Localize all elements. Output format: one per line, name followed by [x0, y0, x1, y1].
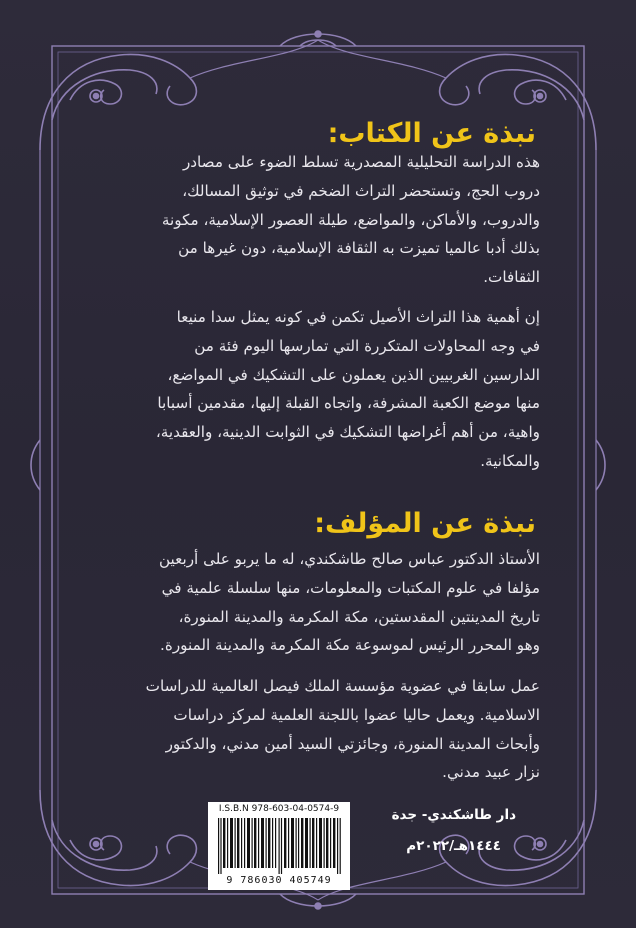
text-line: الاسلامية. ويعمل حاليا عضوا باللجنة العلمية لمركز دراسات: [173, 705, 540, 724]
publisher-name: دار طاشكندي- جدة: [391, 807, 516, 823]
isbn-barcode: [208, 802, 350, 890]
text-line: وأبحاث المدينة المنورة، وجائزتي السيد أمين مدني، والدكتور: [165, 734, 540, 753]
text-line: الأستاذ الدكتور عباس صالح طاشكندي، له ما يربو على أربعين: [159, 550, 540, 568]
text-line: والمكانية.: [480, 451, 540, 470]
isbn-digits: 9 786030 405749: [226, 875, 332, 886]
about-author-heading: نبذة عن المؤلف:: [314, 508, 536, 539]
text-line: في وجه المحاولات المتكررة التي تمارسها اليوم فئة من: [194, 336, 540, 355]
isbn-label: I.S.B.N 978-603-04-0574-9: [218, 804, 340, 814]
text-line: تاريخ المدينتين المقدستين، مكة المكرمة والمدينة المنورة،: [178, 607, 540, 626]
about-book-heading: نبذة عن الكتاب:: [327, 118, 536, 149]
about-book-paragraph-1: [96, 148, 540, 292]
text-line: واهية، من أهم أغراضها التشكيك في الثوابت الدينية، والعقدية،: [155, 423, 540, 442]
text-line: إن أهمية هذا التراث الأصيل تكمن في كونه يمثل سدا منيعا: [176, 308, 540, 326]
text-line: وهو المحرر الرئيس لموسوعة مكة المكرمة والمدينة المنورة.: [160, 636, 540, 655]
barcode-icon: [218, 818, 342, 874]
text-line: هذه الدراسة التحليلية المصدرية تسلط الضوء على مصادر: [182, 153, 540, 171]
publication-date: ١٤٤٤هـ/٢٠٢٢م: [406, 838, 501, 854]
about-author-paragraph-1: [96, 545, 540, 660]
text-line: عمل سابقا في عضوية مؤسسة الملك فيصل العالمية للدراسات: [145, 677, 540, 695]
text-line: مؤلفا في علوم المكتبات والمعلومات، منها سلسلة علمية في: [161, 578, 540, 597]
text-line: نزار عبيد مدني.: [442, 763, 540, 782]
text-line: الدارسين الغربيين الذين يعملون على التشكيك في المواضع،: [167, 365, 540, 384]
text-line: بذلك أدبا عالميا تميزت به الثقافة الإسلامية، دون غيرها من: [178, 239, 540, 258]
text-line: والدروب، والأماكن، والمواضع، طيلة العصور الإسلامية، مكونة: [161, 210, 540, 229]
about-book-paragraph-2: [96, 303, 540, 476]
text-line: الثقافات.: [483, 268, 540, 287]
about-author-paragraph-2: [96, 672, 540, 787]
text-line: منها موضع الكعبة المشرفة، واتجاه القبلة إليها، مقدمين أسبابا: [157, 394, 540, 413]
text-line: دروب الحج، وتستحضر التراث الضخم في توثيق المسالك،: [182, 181, 540, 200]
